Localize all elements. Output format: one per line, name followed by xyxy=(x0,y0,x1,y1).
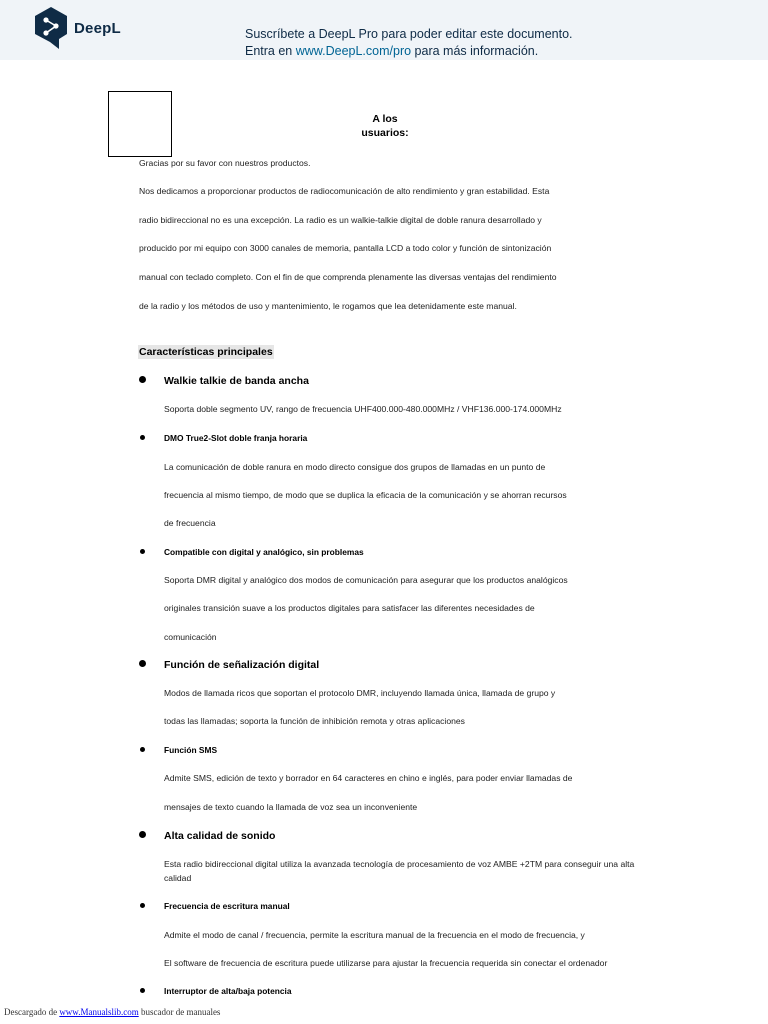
feature-title: Alta calidad de sonido xyxy=(164,830,276,842)
feature-text: comunicación xyxy=(164,632,217,642)
feature-text: Admite el modo de canal / frecuencia, permite la escritura manual de la frecuencia en el modo de frecuencia, y xyxy=(164,930,585,940)
bullet-icon xyxy=(140,903,145,908)
feature-text: El software de frecuencia de escritura puede utilizarse para ajustar la frecuencia requerida sin conectar el ordenador xyxy=(164,958,608,968)
bullet-icon xyxy=(140,549,145,554)
feature-title: Compatible con digital y analógico, sin problemas xyxy=(164,547,364,557)
feature-text: Esta radio bidireccional digital utiliza la avanzada tecnología de procesamiento de voz AMBE +2TM para conseguir una alta xyxy=(164,859,635,869)
title-line-1: A los xyxy=(372,113,398,125)
feature-title: Walkie talkie de banda ancha xyxy=(164,375,309,387)
feature-text: Soporta doble segmento UV, rango de frecuencia UHF400.000-480.000MHz / VHF136.000-174.000MHz xyxy=(164,404,562,414)
intro-line: Nos dedicamos a proporcionar productos de radiocomunicación de alto rendimiento y gran estabilidad. Esta xyxy=(139,186,550,196)
bullet-icon xyxy=(140,747,145,752)
bullet-icon xyxy=(139,660,146,667)
feature-title: Función SMS xyxy=(164,745,218,755)
feature-text: Soporta DMR digital y analógico dos modos de comunicación para asegurar que los productos analógicos xyxy=(164,575,568,585)
banner-line-1: Suscríbete a DeepL Pro para poder editar este documento. xyxy=(245,27,573,41)
deepl-logo[interactable] xyxy=(33,6,121,50)
banner-message xyxy=(245,26,573,60)
deepl-banner xyxy=(0,0,768,60)
feature-text: La comunicación de doble ranura en modo directo consigue dos grupos de llamadas en un punto de xyxy=(164,462,546,472)
image-placeholder xyxy=(108,91,172,157)
features-heading: Características principales xyxy=(139,346,273,358)
footer-suffix: buscador de manuales xyxy=(138,1007,221,1017)
feature-text: frecuencia al mismo tiempo, de modo que se duplica la eficacia de la comunicación y se ahorran recursos xyxy=(164,490,567,500)
intro-line: manual con teclado completo. Con el fin de que comprenda plenamente las diversas ventajas del rendimiento xyxy=(139,272,557,282)
feature-text: Admite SMS, edición de texto y borrador en 64 caracteres en chino e inglés, para poder enviar llamadas de xyxy=(164,773,573,783)
feature-text: de frecuencia xyxy=(164,518,216,528)
feature-text: calidad xyxy=(164,873,192,883)
footer-prefix: Descargado de xyxy=(4,1007,60,1017)
feature-text: Modos de llamada ricos que soportan el protocolo DMR, incluyendo llamada única, llamada de grupo y xyxy=(164,688,556,698)
deepl-pro-link[interactable]: www.DeepL.com/pro xyxy=(295,44,412,58)
intro-line: producido por mi equipo con 3000 canales de memoria, pantalla LCD a todo color y función de sintonización xyxy=(139,243,552,253)
banner-line-2 xyxy=(245,43,573,60)
feature-text: originales transición suave a los productos digitales para satisfacer las diferentes necesidades de xyxy=(164,603,535,613)
intro-line: radio bidireccional no es una excepción. La radio es un walkie-talkie digital de doble ranura desarrollado y xyxy=(139,215,542,225)
feature-text: mensajes de texto cuando la llamada de voz sea un inconveniente xyxy=(164,802,418,812)
feature-title: DMO True2-Slot doble franja horaria xyxy=(164,433,308,443)
feature-text: todas las llamadas; soporta la función de inhibición remota y otras aplicaciones xyxy=(164,716,465,726)
bullet-icon xyxy=(139,831,146,838)
bullet-icon xyxy=(139,376,146,383)
download-footer xyxy=(4,1007,220,1017)
intro-line: Gracias por su favor con nuestros productos. xyxy=(139,158,311,168)
bullet-icon xyxy=(140,435,145,440)
page-title xyxy=(340,112,430,140)
banner-line-2-prefix: Entra en xyxy=(245,44,296,58)
deepl-logo-icon xyxy=(33,6,69,50)
deepl-brand-name: DeepL xyxy=(74,19,121,37)
manualslib-link[interactable]: www.Manualslib.com xyxy=(59,1007,139,1017)
bullet-icon xyxy=(140,988,145,993)
banner-line-2-suffix: para más información. xyxy=(411,44,539,58)
title-line-2: usuarios: xyxy=(361,127,409,139)
intro-line: de la radio y los métodos de uso y mantenimiento, le rogamos que lea detenidamente este manual. xyxy=(139,301,517,311)
feature-title: Interruptor de alta/baja potencia xyxy=(164,986,292,996)
feature-title: Frecuencia de escritura manual xyxy=(164,901,290,911)
feature-title: Función de señalización digital xyxy=(164,659,320,671)
